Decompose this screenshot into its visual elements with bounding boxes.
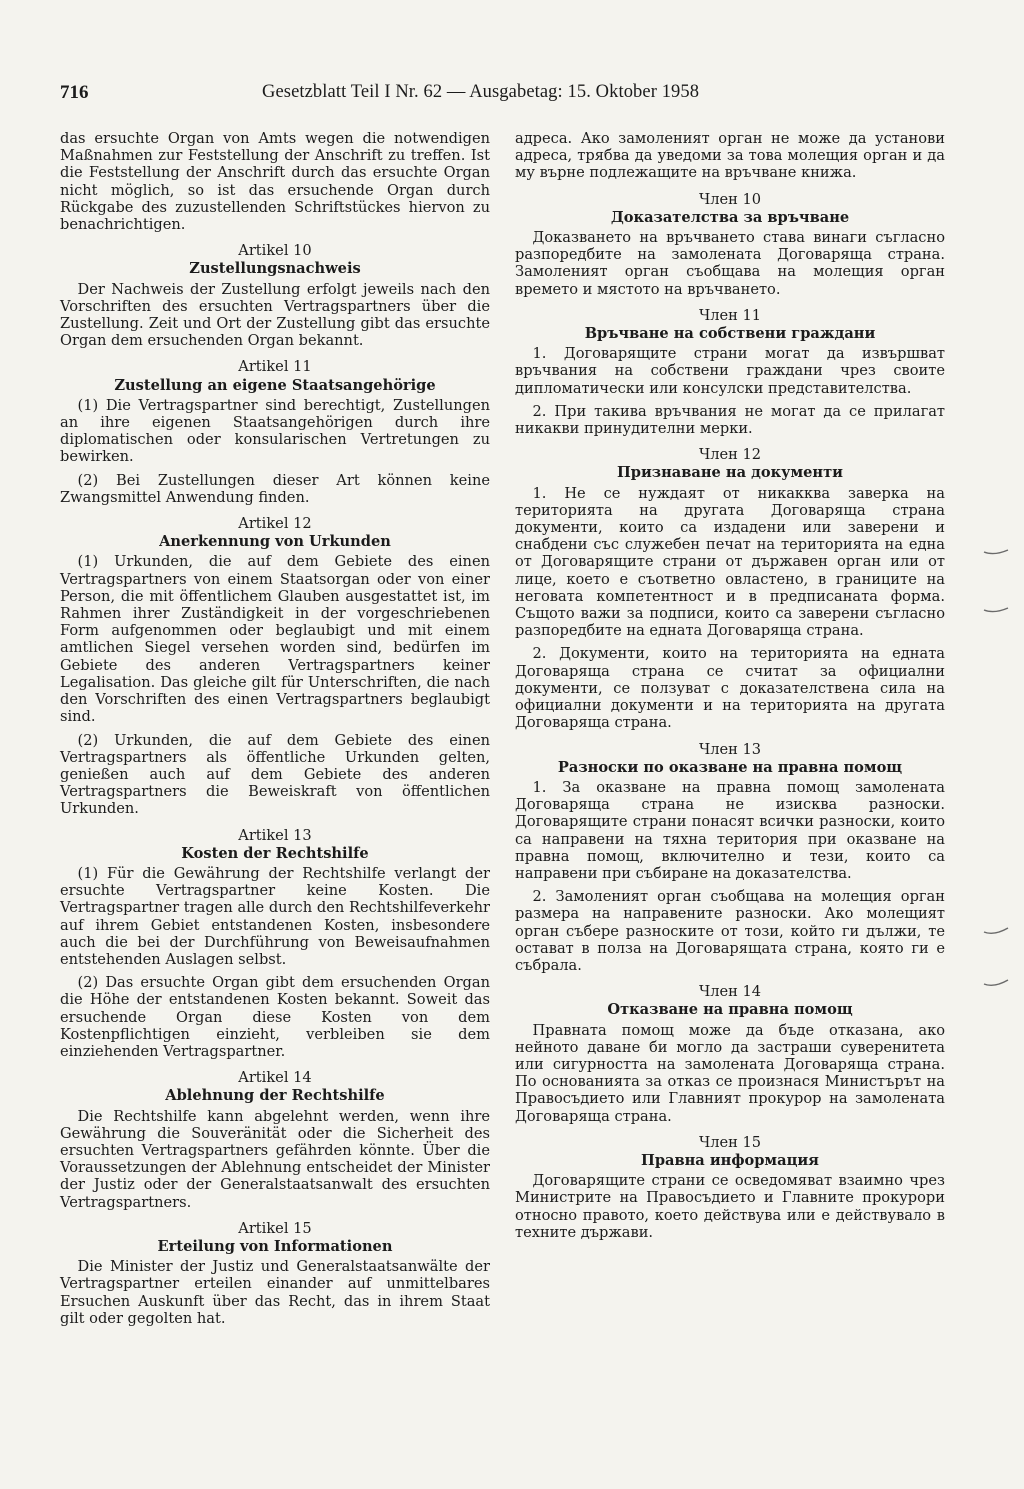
margin-pencil-marks	[980, 540, 1020, 1020]
article-paragraph: Der Nachweis der Zustellung erfolgt jeweils nach den Vorschriften des ersuchten Vertragspartners über die Zustellung. Zeit und Ort der Zustellung gibt das ersuchte Organ dem ersuchenden Organ bekannt.	[60, 280, 490, 350]
article-number: Член 13	[698, 740, 762, 758]
article-title: Anerkennung von Urkunden	[159, 533, 391, 551]
article-title: Kosten der Rechtshilfe	[181, 844, 369, 862]
article-title: Отказване на правна помощ	[607, 1001, 853, 1019]
article-title: Erteilung von Informationen	[157, 1237, 393, 1255]
article-paragraph: 2. Документи, които на територията на едната Договаряща страна се считат за официални документи, се ползуват с доказателствена сила на официални документи и на територията на другата Договаряща страна.	[515, 645, 945, 732]
article-number: Член 15	[698, 1133, 762, 1151]
article-number: Член 11	[698, 306, 762, 324]
article-paragraph: Правната помощ може да бъде отказана, ако нейното даване би могло да застраши суверенитета или сигурността на замолената Договаряща страна. По основанията за отказ се произнася Министърът на Правосъдието или Главният прокурор на замолената Договаряща страна.	[515, 1021, 945, 1125]
article-number: Член 10	[698, 190, 762, 208]
article-title: Zustellung an eigene Staatsangehörige	[114, 376, 436, 394]
article-paragraph: Die Minister der Justiz und Generalstaatsanwälte der Vertragspartner erteilen einander auf unmittelbares Ersuchen Auskunft über das Recht, das in ihrem Staat gilt oder gegolten hat.	[60, 1258, 490, 1327]
article-number: Artikel 14	[238, 1069, 312, 1087]
article-number: Член 12	[698, 446, 762, 464]
german-article-15	[60, 1220, 490, 1327]
bulgarian-article-14	[515, 983, 945, 1125]
article-title: Връчване на собствени граждани	[584, 325, 876, 343]
bulgarian-article-13	[515, 741, 945, 975]
german-article-12	[60, 515, 490, 817]
article-paragraph: 1. Договарящите страни могат да извършват връчвания на собствени граждани чрез своите дипломатически или консулски представителства.	[515, 345, 945, 397]
article-number: Artikel 11	[238, 358, 312, 376]
article-title: Признаване на документи	[617, 464, 843, 482]
bulgarian-article-10	[515, 191, 945, 298]
margin-mark	[984, 928, 1008, 933]
german-article-11	[60, 358, 490, 506]
article-paragraph: (2) Bei Zustellungen dieser Art können keine Zwangsmittel Anwendung finden.	[60, 471, 490, 506]
article-title: Zustellungsnachweis	[189, 260, 361, 278]
article-paragraph: (2) Urkunden, die auf dem Gebiete des einen Vertragspartners als öffentliche Urkunden gelten, genießen auch auf dem Gebiete des anderen Vertragspartners die Beweiskraft von öffentlichen Urkunden.	[60, 731, 490, 818]
bulgarian-column	[515, 130, 945, 1247]
article-title: Правна информация	[641, 1151, 819, 1169]
article-number: Член 14	[698, 983, 762, 1001]
german-intro-paragraph: das ersuchte Organ von Amts wegen die notwendigen Maßnahmen zur Feststellung der Anschrift zu treffen. Ist die Feststellung der Anschrift durch das ersuchte Organ nicht möglich, so ist das ersuchende Organ durch Rückgabe des zuzustellenden Schriftstückes hiervon zu benachrichtigen.	[60, 130, 490, 234]
bulgarian-article-15	[515, 1134, 945, 1241]
article-paragraph: Die Rechtshilfe kann abgelehnt werden, wenn ihre Gewährung die Souveränität oder die Sicherheit des ersuchten Vertragspartners gefährden könnte. Über die Voraussetzungen der Ablehnung entscheidet der Minister der Justiz oder der Generalstaatsanwalt des ersuchten Vertragspartners.	[60, 1107, 490, 1211]
article-paragraph: 2. Замоленият орган съобщава на молещия орган размера на направените разноски. Ако молещият орган събере разноските от този, който ги дължи, те остават в полза на Договарящата страна, която ги е събрала.	[515, 888, 945, 974]
article-number: Artikel 10	[238, 242, 312, 260]
page-number: 716	[60, 82, 89, 103]
margin-mark	[984, 980, 1008, 985]
article-title: Доказателства за връчване	[610, 208, 850, 226]
article-paragraph: 1. За оказване на правна помощ замолената Договаряща страна не изисква разноски. Договарящите страни понасят всички разноски, които са направени на тяхна територия при оказване на правна помощ, включително и тези, които са направени при събиране на доказателства.	[515, 778, 945, 882]
article-paragraph: 2. При такива връчвания не могат да се прилагат никакви принудителни мерки.	[515, 402, 945, 438]
page-header	[60, 82, 960, 112]
german-article-10	[60, 242, 490, 349]
article-title: Разноски по оказване на правна помощ	[557, 758, 903, 776]
article-paragraph: (1) Die Vertragspartner sind berechtigt, Zustellungen an ihre eigenen Staatsangehörigen durch ihre diplomatischen oder konsularischen Vertretungen zu bewirken.	[60, 396, 490, 466]
bulgarian-intro-paragraph: адреса. Ако замоленият орган не може да установи адреса, трябва да уведоми за това молещия орган и да му върне подлежащите на връчване книжа.	[515, 130, 945, 182]
running-title: Gesetzblatt Teil I Nr. 62 — Ausgabetag: 15. Oktober 1958	[262, 82, 700, 102]
article-paragraph: Доказването на връчването става винаги съгласно разпоредбите на замолената Договаряща страна. Замоленият орган съобщава на молещия орган времето и мястото на връчването.	[515, 229, 945, 298]
german-column	[60, 130, 490, 1333]
margin-mark	[984, 608, 1008, 612]
article-paragraph: (1) Urkunden, die auf dem Gebiete des einen Vertragspartners von einem Staatsorgan oder von einer Person, die mit öffentlichem Glauben ausgestattet ist, im Rahmen ihrer Zuständigkeit in der vorgeschriebenen Form aufgenommen oder beglaubigt und mit einem amtlichen Siegel versehen worden sind, bedürfen im Gebiete des anderen Vertragspartners keiner Legalisation. Das gleiche gilt für Unterschriften, die nach den Vorschriften des einen Vertragspartners beglaubigt sind.	[60, 553, 490, 726]
article-paragraph: (1) Für die Gewährung der Rechtshilfe verlangt der ersuchte Vertragspartner keine Kosten. Die Vertragspartner tragen alle durch den Rechtshilfeverkehr auf ihrem Gebiet entstandenen Kosten, insbesondere auch die bei der Durchführung von Beweisaufnahmen entstehenden Auslagen selbst.	[60, 864, 490, 968]
article-paragraph: 1. Не се нуждаят от никакква заверка на територията на другата Договаряща страна документи, които са издадени или заверени и снабдени със служебен печат на територията на една от Договарящите страни от държавен орган или от лице, което е съответно овластено, в границите на неговата компетентност и в предписаната форма. Същото важи за подписи, които са заверени съгласно разпоредбите на едната Договаряща страна.	[515, 484, 945, 640]
bulgarian-article-11	[515, 307, 945, 437]
margin-mark	[984, 550, 1008, 554]
article-title: Ablehnung der Rechtshilfe	[165, 1087, 385, 1105]
german-article-13	[60, 827, 490, 1061]
bulgarian-article-12	[515, 446, 945, 731]
article-paragraph: Договарящите страни се осведомяват взаимно чрез Министрите на Правосъдието и Главните прокурори относно правото, което действува или е действувало в техните държави.	[515, 1172, 945, 1241]
article-number: Artikel 13	[238, 826, 312, 844]
german-article-14	[60, 1069, 490, 1211]
article-paragraph: (2) Das ersuchte Organ gibt dem ersuchenden Organ die Höhe der entstandenen Kosten bekannt. Soweit das ersuchende Organ diese Kosten von dem Kostenpflichtigen einzieht, verbleiben sie dem einziehenden Vertragspartner.	[60, 974, 490, 1060]
article-number: Artikel 15	[238, 1219, 312, 1237]
article-number: Artikel 12	[238, 515, 312, 533]
